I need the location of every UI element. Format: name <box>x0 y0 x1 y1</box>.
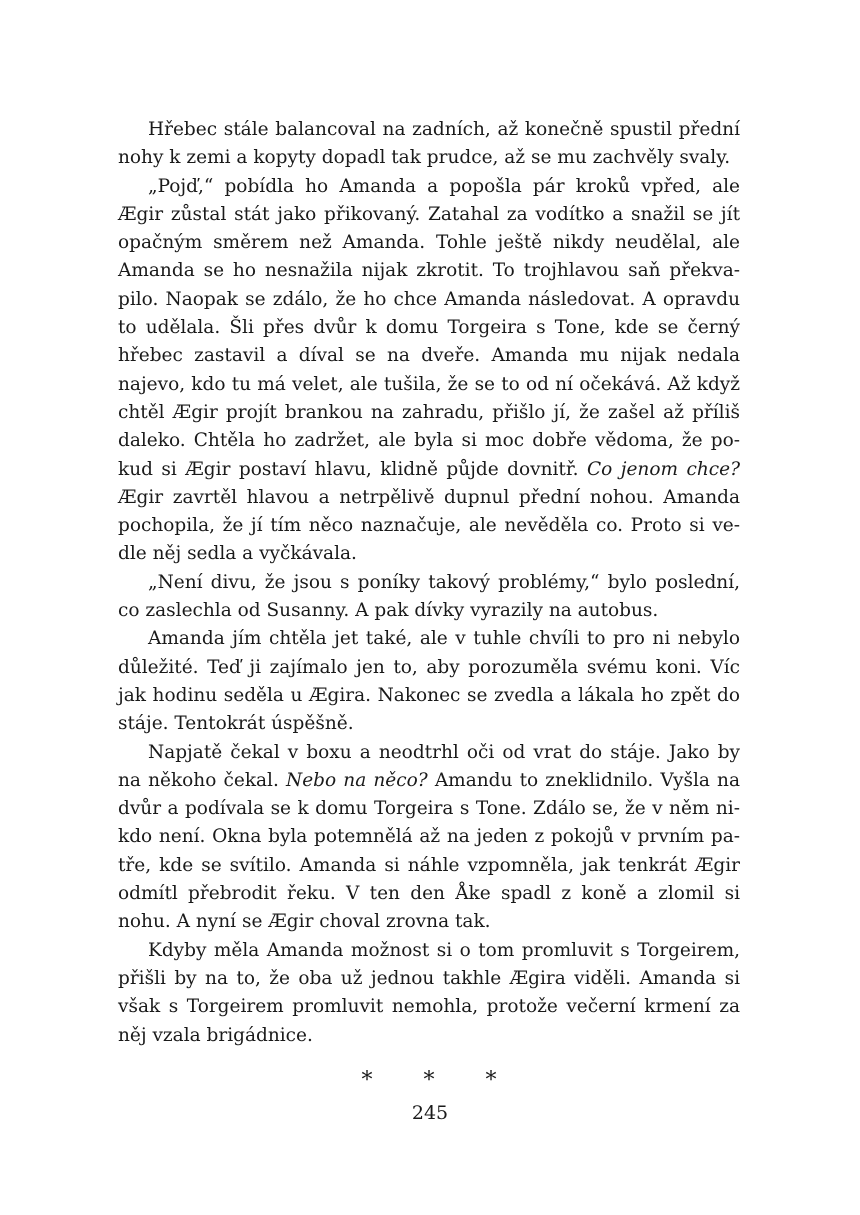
paragraph-6 <box>118 937 740 1050</box>
paragraph-5-text-b: Amandu to zneklidnilo. Vyšla na dvůr a podívala se k domu Torgeira s Tone. Zdálo se, že v něm nikdo není. Okna byla potemnělá až na jeden z pokojů v prvním patře, kde se svítilo. Amanda si náhle vzpomněla, jak tenkrát Ægir odmítl přebrodit řeku. V ten den Åke spadl z koně a zlomil si nohu. A nyní se Ægir choval zrovna tak. <box>118 769 740 933</box>
paragraph-4-text: Amanda jím chtěla jet také, ale v tuhle chvíli to pro ni nebylo důležité. Teď ji zajímalo jen to, aby porozuměla svému koni. Víc jak hodinu seděla u Ægira. Nakonec se zvedla a lákala ho zpět do stáje. Tentokrát úspěšně. <box>118 628 740 735</box>
paragraph-1 <box>118 116 740 173</box>
paragraph-5-italic: Nebo na něco? <box>286 769 428 791</box>
paragraph-6-text: Kdyby měla Amanda možnost si o tom promluvit s Torgeirem, přišli by na to, že oba už jednou takhle Ægira viděli. Amanda si však s Torgeirem promluvit nemohla, protože večerní krmení za něj vzala brigádnice. <box>118 939 740 1046</box>
paragraph-1-text: Hřebec stále balancoval na zadních, až konečně spustil přední nohy k zemi a kopyty dopadl tak prudce, až se mu zachvěly svaly. <box>118 119 740 169</box>
paragraph-3-text: „Není divu, že jsou s poníky takový problémy,“ bylo poslední, co zaslechla od Susanny. A pak dívky vyrazily na autobus. <box>118 571 740 622</box>
section-separator: * * * <box>361 1067 519 1093</box>
paragraph-3 <box>118 569 740 626</box>
page-number: 245 <box>411 1102 449 1124</box>
paragraph-2 <box>118 173 740 569</box>
paragraph-2-text-a: „Pojď,“ pobídla ho Amanda a popošla pár kroků vpřed, ale Ægir zůstal stát jako přikovaný. Zatahal za vodítko a snažil se jít opačným směrem než Amanda. Tohle ještě nikdy neudělal, ale Amanda se ho nesnažila nijak zkrotit. To trojhlavou saň překvapilo. Naopak se zdálo, že ho chce Amanda následovat. A opravdu to udělala. Šli přes dvůr k domu Torgeira s Tone, kde se černý hřebec zastavil a díval se na dveře. Amanda mu nijak nedala najevo, kdo tu má velet, ale tušila, že se to od ní očekává. Až když chtěl Ægir projít brankou na zahradu, přišlo jí, že zašel až příliš daleko. Chtěla ho zadržet, ale byla si moc dobře vědoma, že pokud si Ægir postaví hlavu, klidně půjde dovnitř. <box>118 175 740 480</box>
paragraph-2-text-b: Ægir zavrtěl hlavou a netrpělivě dupnul přední nohou. Amanda pochopila, že jí tím něco naznačuje, ale nevěděla co. Proto si vedle něj sedla a vyčkávala. <box>118 486 740 565</box>
paragraph-5-text-a: Napjatě čekal v boxu a neodtrhl oči od vrat do stáje. Jako by na někoho čekal. <box>118 741 740 791</box>
paragraph-2-italic: Co jenom chce? <box>587 458 740 480</box>
page-body <box>118 116 740 1093</box>
paragraph-4 <box>118 625 740 738</box>
paragraph-5 <box>118 739 740 937</box>
